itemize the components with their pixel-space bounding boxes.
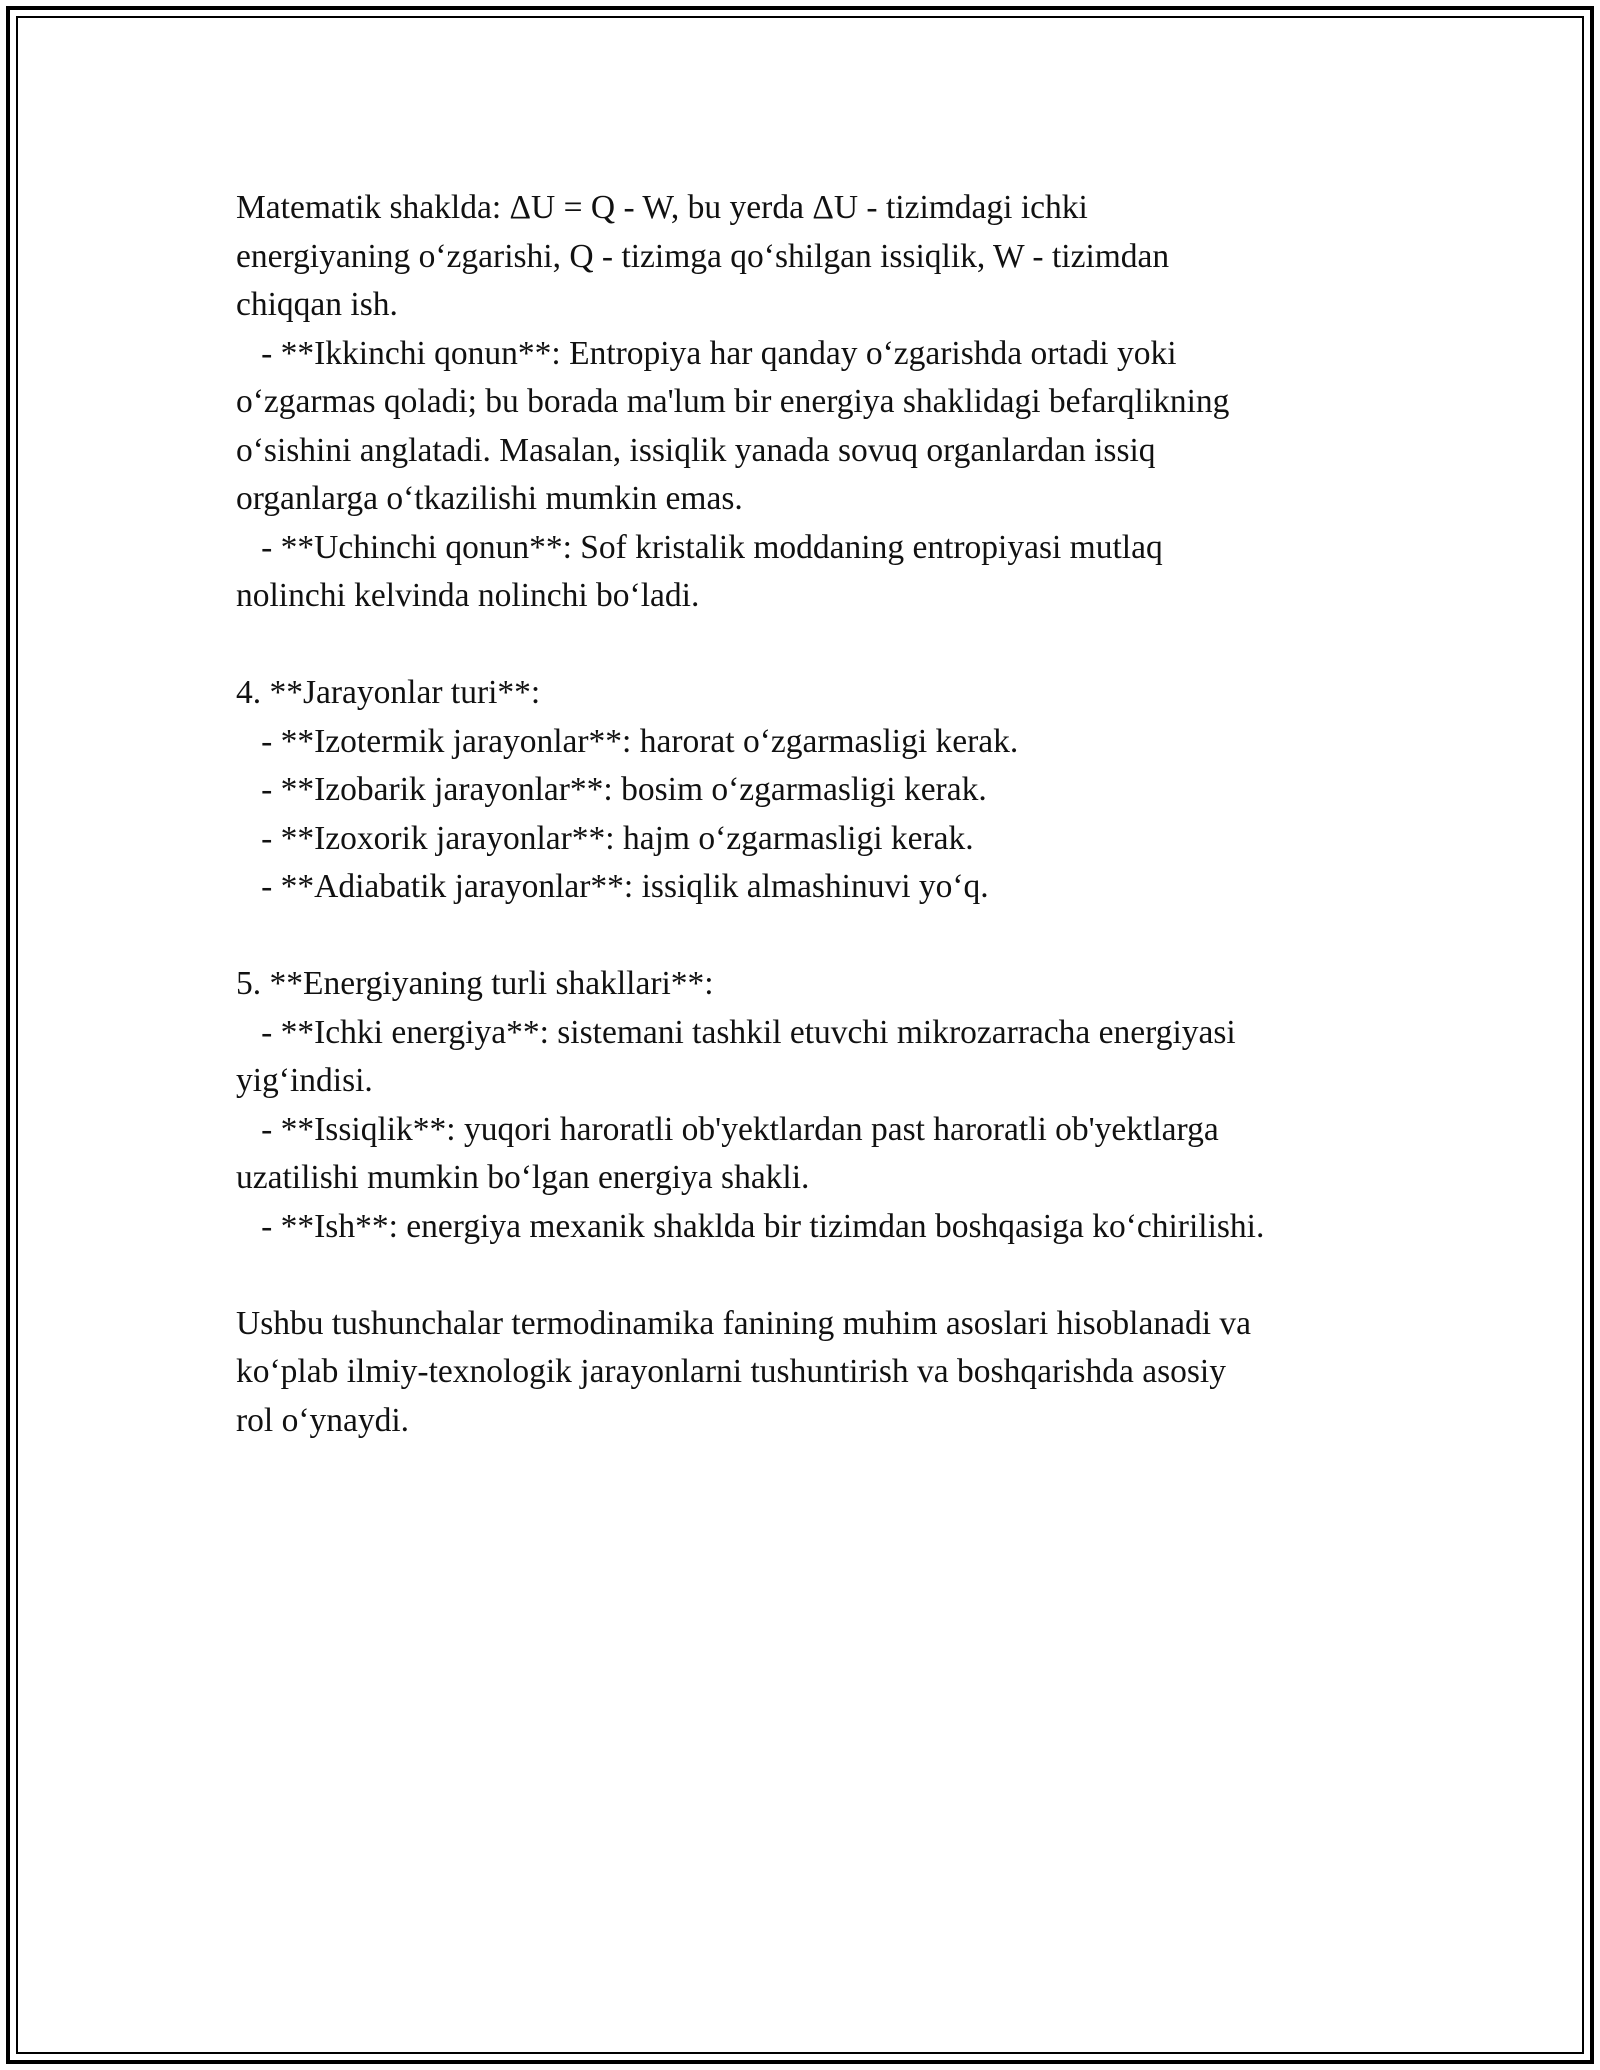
section-4-process-types xyxy=(236,669,1376,912)
paragraph-spacer xyxy=(236,1251,1376,1300)
text-line: ko‘plab ilmiy-texnologik jarayonlarni tushuntirish va boshqarishda asosiy xyxy=(236,1353,1226,1390)
list-item: - **Izotermik jarayonlar**: harorat o‘zgarmasligi kerak. xyxy=(236,722,1019,760)
list-item: - **Ichki energiya**: sistemani tashkil etuvchi mikrozarracha energiyasi xyxy=(236,1013,1236,1051)
conclusion-paragraph xyxy=(236,1300,1376,1446)
text-line: organlarga o‘tkazilishi mumkin emas. xyxy=(236,480,743,517)
text-line: yig‘indisi. xyxy=(236,1062,373,1099)
text-line: - **Uchinchi qonun**: Sof kristalik moddaning entropiyasi mutlaq xyxy=(236,528,1163,566)
second-law-item xyxy=(236,330,1376,524)
text-line: rol o‘ynaydi. xyxy=(236,1401,410,1439)
document-body xyxy=(236,184,1376,1445)
list-item: - **Izobarik jarayonlar**: bosim o‘zgarmasligi kerak. xyxy=(236,771,987,808)
paragraph-spacer xyxy=(236,912,1376,961)
text-line: - **Ikkinchi qonun**: Entropiya har qanday o‘zgarishda ortadi yoki xyxy=(236,334,1177,372)
paragraph-spacer xyxy=(236,621,1376,670)
list-item: - **Izoxorik jarayonlar**: hajm o‘zgarmasligi kerak. xyxy=(236,819,974,857)
text-line: Ushbu tushunchalar termodinamika fanining muhim asoslari hisoblanadi va xyxy=(236,1304,1252,1342)
section-heading: 5. **Energiyaning turli shakllari**: xyxy=(236,965,714,1002)
list-item: - **Adiabatik jarayonlar**: issiqlik almashinuvi yo‘q. xyxy=(236,868,989,905)
list-item: - **Issiqlik**: yuqori haroratli ob'yektlardan past haroratli ob'yektlarga xyxy=(236,1110,1219,1148)
section-5-energy-forms xyxy=(236,960,1376,1251)
text-line: energiyaning o‘zgarishi, Q - tizimga qo‘shilgan issiqlik, W - tizimdan xyxy=(236,237,1170,275)
text-line: chiqqan ish. xyxy=(236,286,398,323)
section-heading: 4. **Jarayonlar turi**: xyxy=(236,674,541,711)
text-line: nolinchi kelvinda nolinchi bo‘ladi. xyxy=(236,577,700,614)
text-line: o‘sishini anglatadi. Masalan, issiqlik yanada sovuq organlardan issiq xyxy=(236,431,1156,469)
third-law-item xyxy=(236,524,1376,621)
list-item: - **Ish**: energiya mexanik shaklda bir tizimdan boshqasiga ko‘chirilishi. xyxy=(236,1207,1265,1245)
intro-paragraph xyxy=(236,184,1376,330)
text-line: Matematik shaklda: ΔU = Q - W, bu yerda ΔU - tizimdagi ichki xyxy=(236,189,1088,226)
text-line: uzatilishi mumkin bo‘lgan energiya shakli. xyxy=(236,1159,810,1196)
text-line: o‘zgarmas qoladi; bu borada ma'lum bir energiya shaklidagi befarqlikning xyxy=(236,383,1230,420)
